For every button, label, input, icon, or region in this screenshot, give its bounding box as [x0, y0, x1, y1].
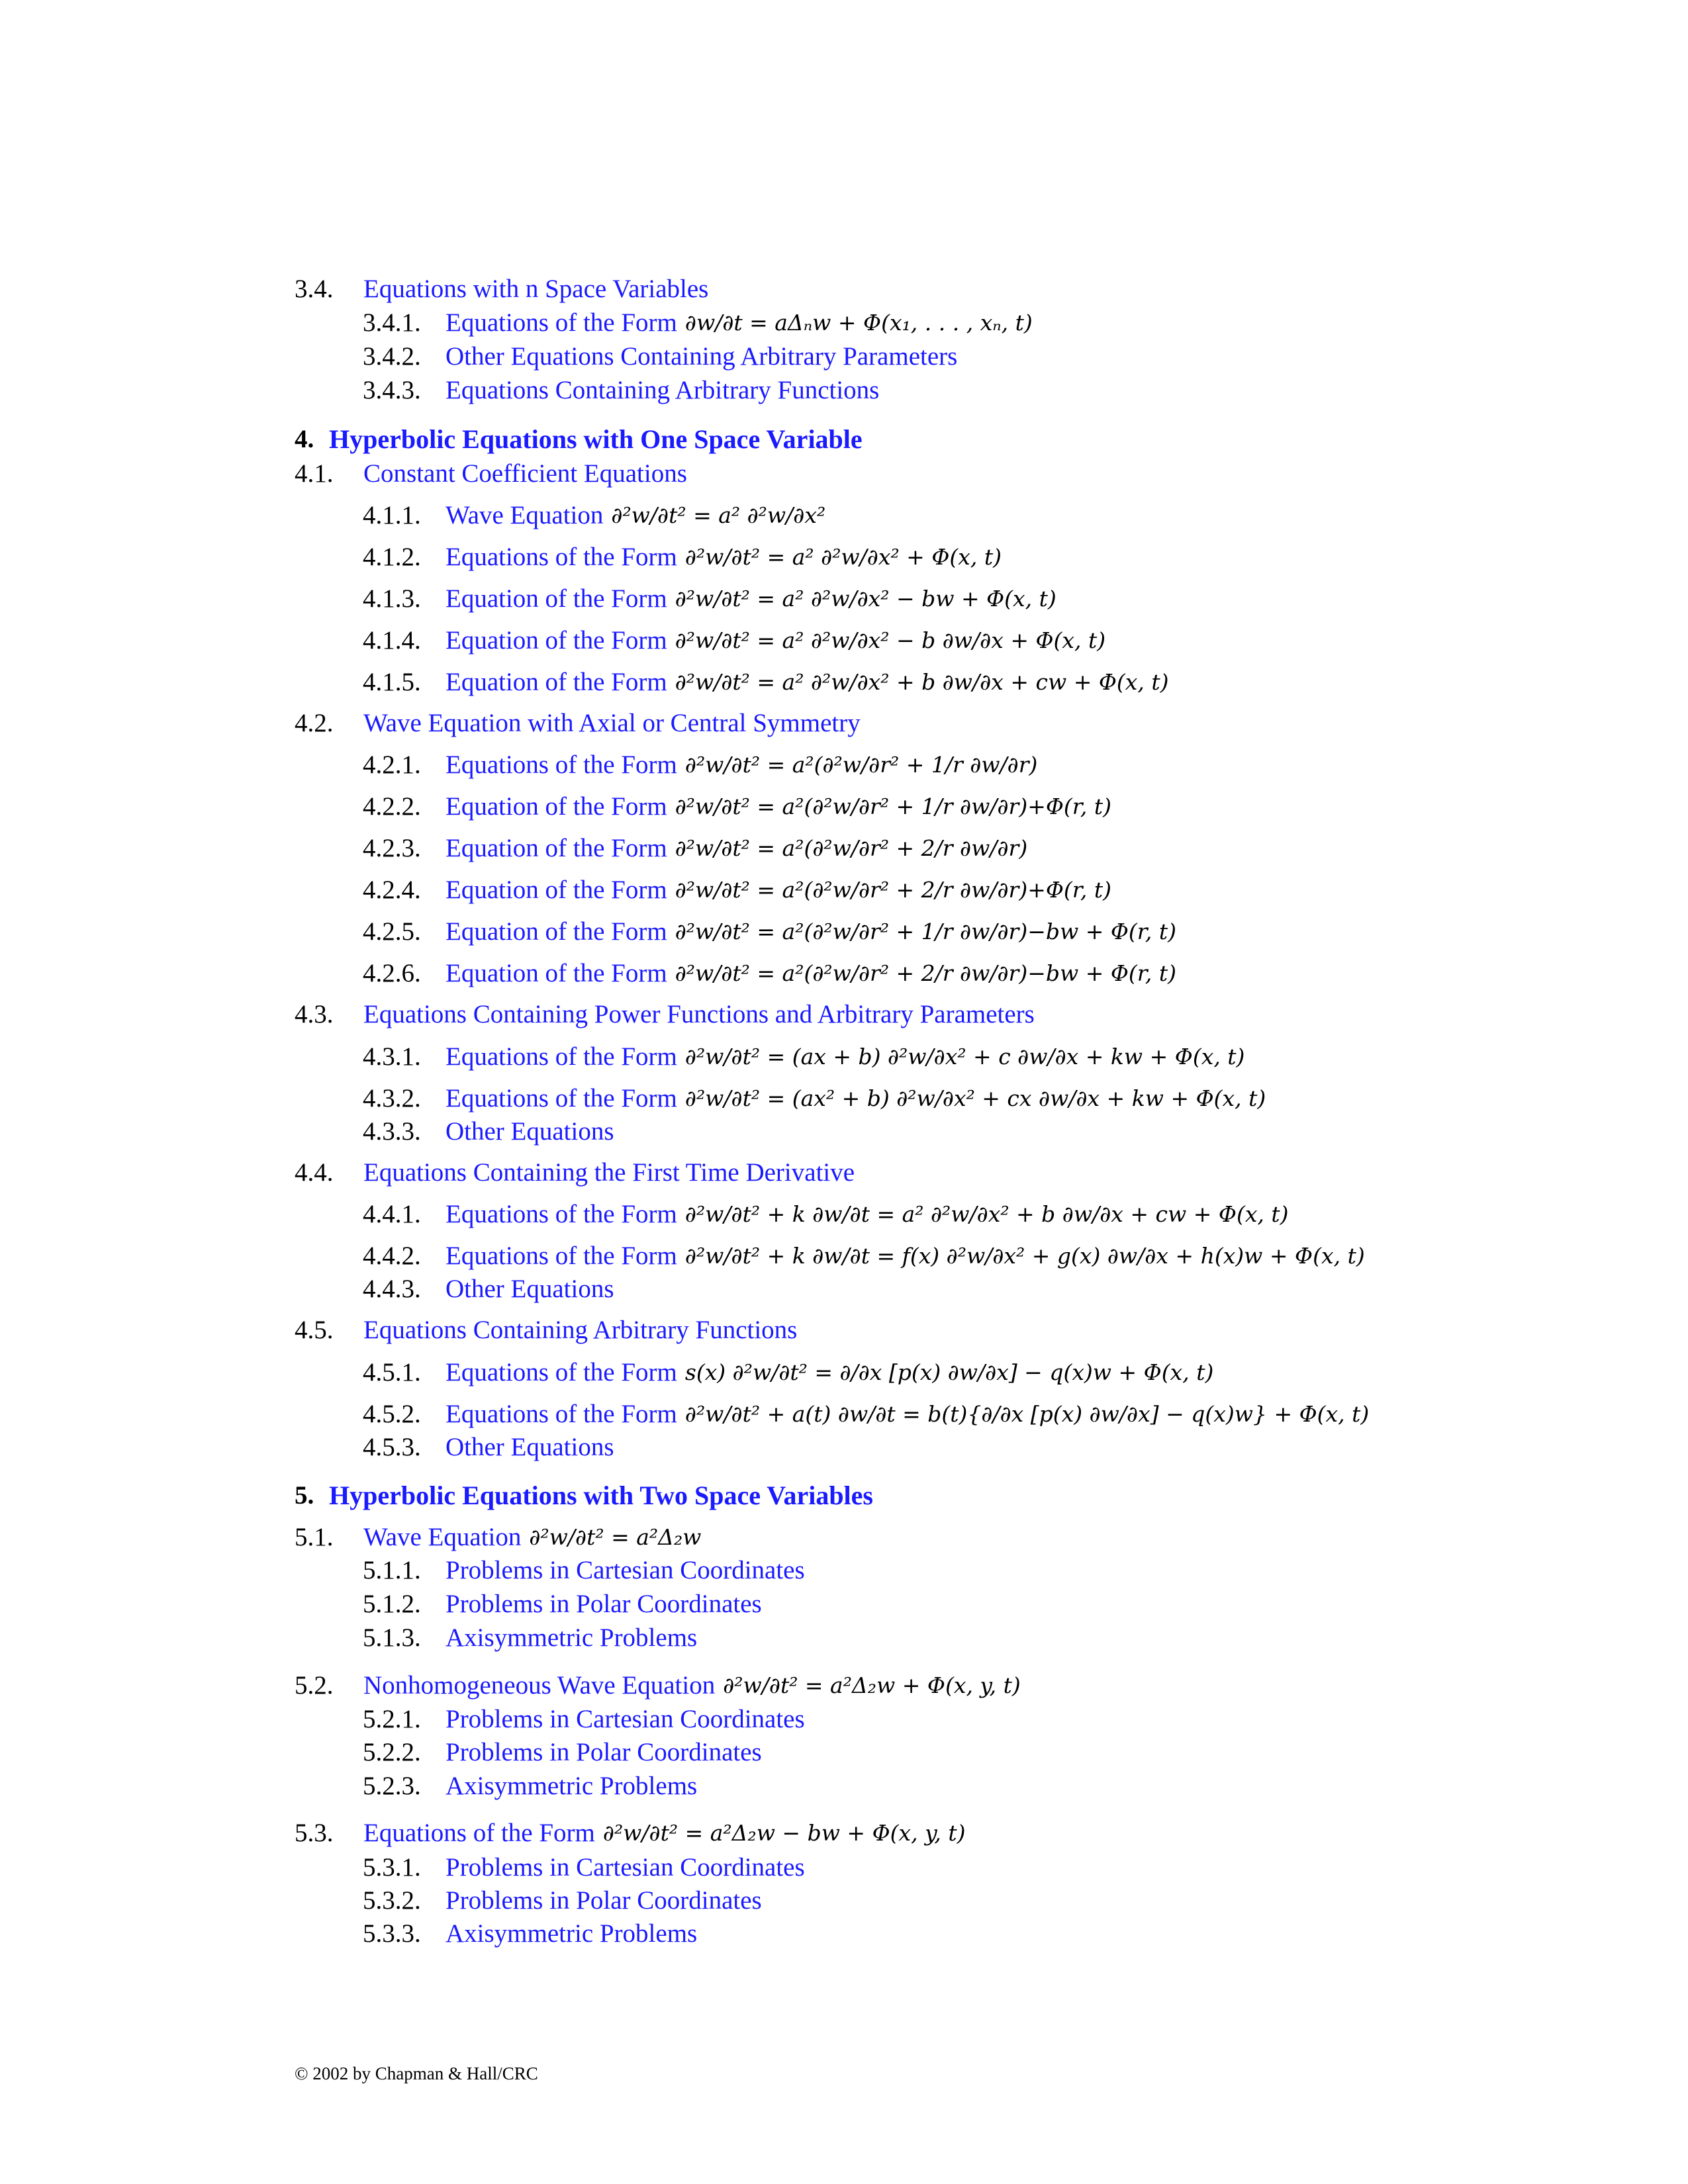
entry-number: 4.2.2.	[363, 792, 421, 821]
entry-equation: ∂²w/∂t² = a²(∂²w/∂r² + 2/r ∂w/∂r)−bw + Φ(r, t)	[675, 960, 1177, 986]
entry-link[interactable]: Equations Containing Power Functions and Arbitrary Parameters	[363, 1000, 1035, 1028]
entry-number: 4.4.3.	[363, 1275, 421, 1303]
entry-link[interactable]: Equations Containing Arbitrary Functions	[445, 376, 880, 404]
entry-number: 3.4.1.	[363, 308, 421, 337]
entry-number: 5.3.	[295, 1819, 334, 1847]
entry-equation: ∂²w/∂t² + k ∂w/∂t = a² ∂²w/∂x² + b ∂w/∂x + cw + Φ(x, t)	[684, 1201, 1289, 1227]
entry-equation: ∂²w/∂t² = a² ∂²w/∂x²	[611, 502, 826, 528]
entry-number: 4.2.5.	[363, 917, 421, 946]
subsection-entry[interactable]	[363, 1770, 697, 1802]
entry-equation: ∂²w/∂t² = a² ∂²w/∂x² − bw + Φ(x, t)	[675, 586, 1056, 612]
entry-link[interactable]: Equation of the Form	[445, 584, 667, 613]
entry-equation: ∂²w/∂t² + k ∂w/∂t = f(x) ∂²w/∂x² + g(x) ∂w/∂x + h(x)w + Φ(x, t)	[684, 1243, 1365, 1269]
entry-equation: ∂²w/∂t² = a²(∂²w/∂r² + 2/r ∂w/∂r)	[675, 835, 1028, 861]
entry-number: 4.5.	[295, 1316, 334, 1344]
entry-number: 5.1.2.	[363, 1590, 421, 1618]
entry-link[interactable]: Problems in Polar Coordinates	[445, 1590, 762, 1618]
subsection-entry[interactable]	[363, 1918, 697, 1950]
entry-number: 4.3.1.	[363, 1042, 421, 1071]
entry-number: 3.4.3.	[363, 376, 421, 404]
entry-number: 5.3.1.	[363, 1853, 421, 1882]
entry-link[interactable]: Equation of the Form	[445, 834, 667, 862]
entry-number: 4.4.1.	[363, 1200, 421, 1228]
entry-link[interactable]: Equation of the Form	[445, 626, 667, 655]
section-entry[interactable]	[295, 707, 861, 739]
entry-equation: ∂²w/∂t² = a² ∂²w/∂x² + Φ(x, t)	[684, 544, 1002, 570]
entry-number: 4.2.1.	[363, 751, 421, 779]
subsection-entry[interactable]	[363, 833, 1027, 864]
entry-link[interactable]: Equations of the Form	[445, 1358, 677, 1387]
subsection-entry[interactable]	[363, 1588, 762, 1620]
chapter-entry[interactable]	[295, 424, 863, 455]
subsection-entry[interactable]	[363, 1555, 805, 1586]
entry-link[interactable]: Equation of the Form	[445, 959, 667, 987]
entry-link[interactable]: Wave Equation	[445, 501, 604, 529]
entry-link[interactable]: Equations of the Form	[363, 1819, 595, 1847]
subsection-entry[interactable]	[363, 375, 879, 406]
entry-number: 5.	[295, 1481, 314, 1510]
subsection-entry[interactable]	[363, 341, 957, 373]
subsection-entry[interactable]	[363, 541, 1002, 573]
subsection-entry[interactable]	[363, 1116, 614, 1148]
subsection-entry[interactable]	[363, 916, 1176, 948]
subsection-entry[interactable]	[363, 1273, 614, 1305]
entry-link[interactable]: Equations Containing the First Time Derivative	[363, 1158, 855, 1187]
entry-link[interactable]: Axisymmetric Problems	[445, 1919, 698, 1948]
entry-equation: ∂²w/∂t² = a²(∂²w/∂r² + 2/r ∂w/∂r)+Φ(r, t)	[675, 877, 1112, 903]
entry-equation: s(x) ∂²w/∂t² = ∂/∂x [p(x) ∂w/∂x] − q(x)w + Φ(x, t)	[684, 1359, 1214, 1385]
entry-link[interactable]: Constant Coefficient Equations	[363, 459, 687, 488]
subsection-entry[interactable]	[363, 958, 1176, 989]
entry-link[interactable]: Axisymmetric Problems	[445, 1623, 698, 1652]
entry-number: 4.1.5.	[363, 668, 421, 696]
entry-number: 4.4.2.	[363, 1242, 421, 1270]
entry-number: 4.5.3.	[363, 1433, 421, 1461]
section-entry[interactable]	[295, 1157, 855, 1189]
entry-equation: ∂²w/∂t² = a²(∂²w/∂r² + 1/r ∂w/∂r)	[684, 752, 1038, 778]
entry-equation: ∂²w/∂t² = (ax² + b) ∂²w/∂x² + cx ∂w/∂x + kw + Φ(x, t)	[684, 1085, 1266, 1111]
entry-link[interactable]: Nonhomogeneous Wave Equation	[363, 1671, 716, 1700]
entry-link[interactable]: Problems in Polar Coordinates	[445, 1886, 762, 1915]
entry-link[interactable]: Equations Containing Arbitrary Functions	[363, 1316, 798, 1344]
entry-equation: ∂²w/∂t² = (ax + b) ∂²w/∂x² + c ∂w/∂x + kw + Φ(x, t)	[684, 1044, 1245, 1069]
entry-number: 3.4.	[295, 275, 334, 303]
entry-equation: ∂²w/∂t² = a²Δ₂w − bw + Φ(x, y, t)	[602, 1820, 966, 1846]
subsection-entry[interactable]	[363, 1622, 697, 1654]
subsection-entry[interactable]	[363, 1432, 614, 1463]
entry-link[interactable]: Equations of the Form	[445, 1400, 677, 1428]
entry-equation: ∂²w/∂t² = a²(∂²w/∂r² + 1/r ∂w/∂r)+Φ(r, t)	[675, 794, 1112, 819]
entry-link[interactable]: Problems in Cartesian Coordinates	[445, 1705, 805, 1733]
entry-link[interactable]: Equations of the Form	[445, 751, 677, 779]
entry-link[interactable]: Equation of the Form	[445, 792, 667, 821]
entry-number: 5.2.3.	[363, 1772, 421, 1800]
subsection-entry[interactable]	[363, 1885, 762, 1917]
entry-number: 4.2.	[295, 709, 334, 737]
entry-link[interactable]: Other Equations Containing Arbitrary Parameters	[445, 342, 958, 371]
entry-number: 5.2.1.	[363, 1705, 421, 1733]
entry-link[interactable]: Hyperbolic Equations with Two Space Variables	[329, 1480, 873, 1510]
entry-link[interactable]: Equations of the Form	[445, 1242, 677, 1270]
entry-number: 4.3.2.	[363, 1084, 421, 1113]
copyright-footer: © 2002 by Chapman & Hall/CRC	[295, 2064, 538, 2083]
subsection-entry[interactable]	[363, 625, 1105, 657]
entry-number: 4.3.	[295, 1000, 334, 1028]
entry-link[interactable]: Equation of the Form	[445, 917, 667, 946]
subsection-entry[interactable]	[363, 1041, 1244, 1073]
subsection-entry[interactable]	[363, 500, 825, 531]
entry-number: 3.4.2.	[363, 342, 421, 371]
subsection-entry[interactable]	[363, 1357, 1213, 1388]
subsection-entry[interactable]	[363, 1398, 1369, 1430]
entry-equation: ∂²w/∂t² + a(t) ∂w/∂t = b(t){∂/∂x [p(x) ∂w/∂x] − q(x)w} + Φ(x, t)	[684, 1401, 1370, 1427]
entry-link[interactable]: Equations of the Form	[445, 1084, 677, 1113]
entry-number: 4.1.4.	[363, 626, 421, 655]
entry-number: 4.1.	[295, 459, 334, 488]
subsection-entry[interactable]	[363, 666, 1169, 698]
subsection-entry[interactable]	[363, 583, 1056, 615]
subsection-entry[interactable]	[363, 749, 1037, 781]
entry-link[interactable]: Axisymmetric Problems	[445, 1772, 698, 1800]
subsection-entry[interactable]	[363, 1737, 762, 1768]
entry-number: 5.2.2.	[363, 1738, 421, 1766]
entry-number: 4.2.6.	[363, 959, 421, 987]
entry-number: 4.2.4.	[363, 876, 421, 904]
entry-number: 5.1.3.	[363, 1623, 421, 1652]
entry-number: 4.3.3.	[363, 1117, 421, 1146]
entry-link[interactable]: Equations of the Form	[445, 1042, 677, 1071]
entry-number: 4.1.1.	[363, 501, 421, 529]
entry-number: 4.1.2.	[363, 543, 421, 571]
entry-link[interactable]: Other Equations	[445, 1433, 614, 1461]
chapter-entry[interactable]	[295, 1480, 873, 1512]
subsection-entry[interactable]	[363, 1704, 805, 1735]
entry-link[interactable]: Other Equations	[445, 1117, 614, 1146]
entry-equation: ∂²w/∂t² = a² ∂²w/∂x² − b ∂w/∂x + Φ(x, t)	[675, 627, 1106, 653]
entry-link[interactable]: Wave Equation	[363, 1523, 522, 1551]
entry-equation: ∂w/∂t = aΔₙw + Φ(x₁, . . . , xₙ, t)	[684, 310, 1033, 336]
entry-number: 4.5.1.	[363, 1358, 421, 1387]
entry-number: 4.	[295, 425, 314, 453]
entry-equation: ∂²w/∂t² = a²Δ₂w	[529, 1524, 702, 1550]
section-entry[interactable]	[295, 1522, 701, 1553]
entry-link[interactable]: Equations of the Form	[445, 308, 677, 337]
entry-link[interactable]: Equation of the Form	[445, 668, 667, 696]
section-entry[interactable]	[295, 273, 708, 305]
entry-link[interactable]: Problems in Polar Coordinates	[445, 1738, 762, 1766]
entry-link[interactable]: Wave Equation with Axial or Central Symmetry	[363, 709, 861, 737]
section-entry[interactable]	[295, 1670, 1021, 1702]
entry-link[interactable]: Equation of the Form	[445, 876, 667, 904]
section-entry[interactable]	[295, 1817, 965, 1849]
subsection-entry[interactable]	[363, 1240, 1365, 1272]
entry-number: 4.5.2.	[363, 1400, 421, 1428]
entry-number: 5.2.	[295, 1671, 334, 1700]
entry-number: 4.4.	[295, 1158, 334, 1187]
entry-link[interactable]: Other Equations	[445, 1275, 614, 1303]
section-entry[interactable]	[295, 1314, 797, 1346]
entry-number: 5.3.2.	[363, 1886, 421, 1915]
section-entry[interactable]	[295, 458, 687, 490]
subsection-entry[interactable]	[363, 874, 1111, 906]
entry-number: 4.1.3.	[363, 584, 421, 613]
entry-link[interactable]: Equations with n Space Variables	[363, 275, 709, 303]
subsection-entry[interactable]	[363, 1083, 1266, 1115]
entry-link[interactable]: Problems in Cartesian Coordinates	[445, 1556, 805, 1584]
entry-equation: ∂²w/∂t² = a²Δ₂w + Φ(x, y, t)	[723, 1672, 1021, 1698]
entry-link[interactable]: Equations of the Form	[445, 543, 677, 571]
section-entry[interactable]	[295, 999, 1035, 1030]
subsection-entry[interactable]	[363, 1852, 805, 1884]
entry-equation: ∂²w/∂t² = a² ∂²w/∂x² + b ∂w/∂x + cw + Φ(x, t)	[675, 669, 1169, 695]
entry-equation: ∂²w/∂t² = a²(∂²w/∂r² + 1/r ∂w/∂r)−bw + Φ(r, t)	[675, 919, 1177, 944]
entry-number: 5.3.3.	[363, 1919, 421, 1948]
subsection-entry[interactable]	[363, 1199, 1289, 1230]
entry-link[interactable]: Equations of the Form	[445, 1200, 677, 1228]
entry-number: 4.2.3.	[363, 834, 421, 862]
subsection-entry[interactable]	[363, 791, 1111, 823]
entry-link[interactable]: Hyperbolic Equations with One Space Variable	[329, 424, 863, 454]
subsection-entry[interactable]	[363, 307, 1033, 339]
entry-number: 5.1.1.	[363, 1556, 421, 1584]
entry-link[interactable]: Problems in Cartesian Coordinates	[445, 1853, 805, 1882]
entry-number: 5.1.	[295, 1523, 334, 1551]
